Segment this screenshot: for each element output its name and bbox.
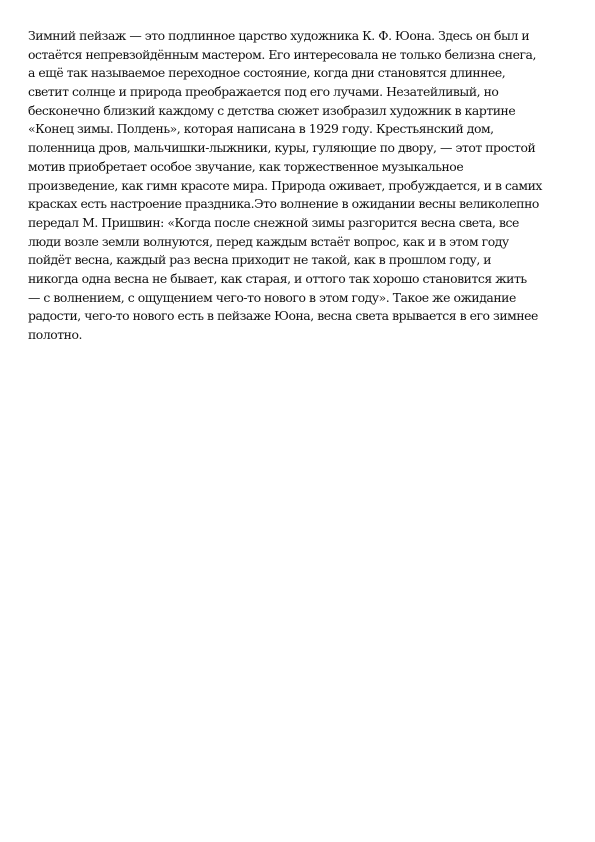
text-line: бесконечно близкий каждому с детства сюжет изобразил художник в картине	[28, 102, 516, 118]
text-line: радости, чего-то нового есть в пейзаже Юона, весна света врывается в его зимнее	[28, 308, 538, 324]
text-line: мотив приобретает особое звучание, как торжественное музыкальное	[28, 158, 464, 174]
text-line: передал М. Пришвин: «Когда после снежной зимы разгорится весна света, все	[28, 214, 519, 230]
text-line: остаётся непревзойдённым мастером. Его интересовала не только белизна снега,	[28, 46, 536, 62]
body-paragraph	[28, 27, 573, 345]
text-line: светит солнце и природа преображается под его лучами. Незатейливый, но	[28, 84, 499, 100]
text-line: пойдёт весна, каждый раз весна приходит не такой, как в прошлом году, и	[28, 252, 492, 268]
text-line: поленница дров, мальчишки-лыжники, куры, гуляющие по двору, — этот простой	[28, 140, 536, 156]
text-line: а ещё так называемое переходное состояние, когда дни становятся длиннее,	[28, 65, 506, 81]
text-line: красках есть настроение праздника.Это волнение в ожидании весны великолепно	[28, 196, 539, 212]
text-line: Зимний пейзаж — это подлинное царство художника К. Ф. Юона. Здесь он был и	[28, 28, 530, 43]
text-line: — с волнением, с ощущением чего-то нового в этом году». Такое же ожидание	[28, 289, 516, 305]
text-line: люди возле земли волнуются, перед каждым встаёт вопрос, как и в этом году	[28, 233, 509, 249]
text-line: произведение, как гимн красоте мира. Природа оживает, пробуждается, и в самих	[28, 177, 542, 193]
text-line: «Конец зимы. Полдень», которая написана в 1929 году. Крестьянский дом,	[28, 121, 494, 137]
text-line: никогда одна весна не бывает, как старая, и оттого так хорошо становится жить	[28, 270, 527, 286]
text-line: полотно.	[28, 327, 82, 342]
